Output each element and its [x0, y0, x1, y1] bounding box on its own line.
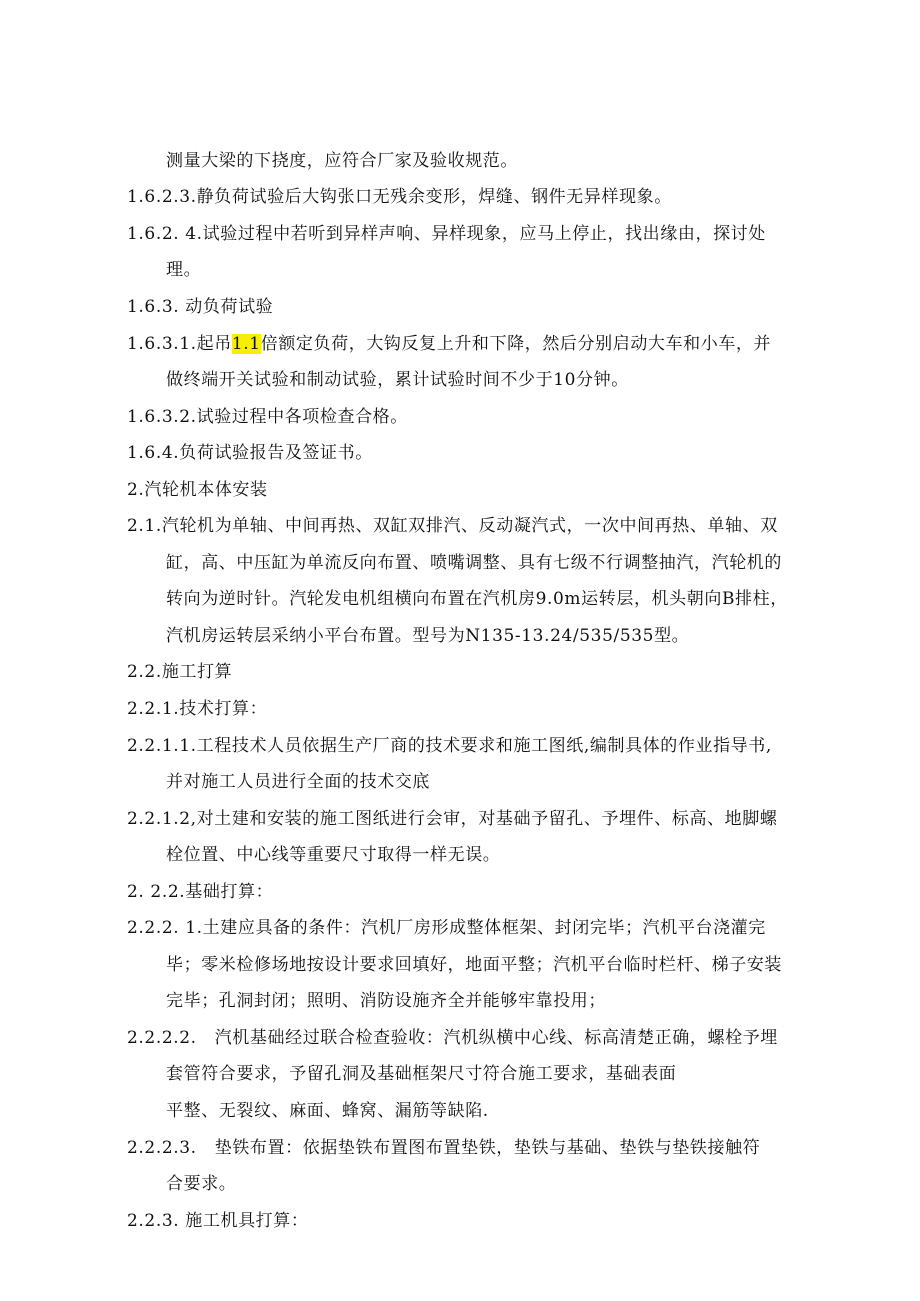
- text-line: 毕；零米检修场地按设计要求回填好，地面平整；汽机平台临时栏杆、梯子安装: [166, 955, 782, 975]
- section-heading: 2.2.施工打算: [127, 662, 233, 682]
- text-line: 2.2.1.2,对土建和安装的施工图纸进行会审，对基础予留孔、予埋件、标高、地脚螺: [127, 809, 778, 829]
- text-line: 1.6.2. 4.试验过程中若听到异样声响、异样现象，应马上停止，找出缘由，探讨处: [127, 224, 766, 244]
- text-line: 1.6.4.负荷试验报告及签证书。: [127, 443, 373, 463]
- section-heading: 2. 2.2.基础打算：: [127, 882, 274, 902]
- text-prefix: 1.6.3.1.起吊: [127, 334, 232, 354]
- text-line: 平整、无裂纹、麻面、蜂窝、漏筋等缺陷.: [166, 1101, 489, 1121]
- text-line: 2.2.2. 1.土建应具备的条件：汽机厂房形成整体框架、封闭完毕；汽机平台浇灌完: [127, 918, 766, 938]
- section-heading: 2.2.3. 施工机具打算：: [127, 1211, 309, 1231]
- text-suffix: 倍额定负荷，大钩反复上升和下降，然后分别启动大车和小车，并: [260, 334, 772, 354]
- text-line: 套管符合要求，予留孔洞及基础框架尺寸符合施工要求，基础表面: [166, 1064, 677, 1084]
- text-line: 测量大梁的下挠度，应符合厂家及验收规范。: [166, 151, 518, 171]
- highlighted-value: 1.1: [231, 334, 261, 354]
- section-heading: 2.汽轮机本体安装: [127, 480, 268, 500]
- text-line: 缸，高、中压缸为单流反向布置、喷嘴调整、具有七级不行调整抽汽，汽轮机的: [166, 553, 782, 573]
- text-line: 汽机房运转层采纳小平台布置。型号为N135-13.24/535/535型。: [166, 626, 690, 646]
- text-line: 2.2.2.2. 汽机基础经过联合检查验收：汽机纵横中心线、标高清楚正确，螺栓予埋: [127, 1028, 778, 1048]
- text-line: 1.6.3.2.试验过程中各项检查合格。: [127, 407, 408, 427]
- text-line: 做终端开关试验和制动试验，累计试验时间不少于10分钟。: [166, 370, 629, 390]
- text-line: 转向为逆时针。汽轮发电机组横向布置在汽机房9.0m运转层，机头朝向B排柱，: [166, 589, 788, 609]
- text-line: 合要求。: [166, 1174, 237, 1194]
- text-line: 完毕；孔洞封闭；照明、消防设施齐全并能够牢靠投用；: [166, 991, 606, 1011]
- text-line: 栓位置、中心线等重要尺寸取得一样无误。: [166, 845, 501, 865]
- text-line: 2.1.汽轮机为单轴、中间再热、双缸双排汽、反动凝汽式，一次中间再热、单轴、双: [127, 516, 778, 536]
- text-line: 2.2.1.1.工程技术人员依据生产厂商的技术要求和施工图纸,编制具体的作业指导书,: [127, 736, 772, 756]
- text-line: 理。: [166, 260, 202, 280]
- text-line: 2.2.2.3. 垫铁布置：依据垫铁布置图布置垫铁，垫铁与基础、垫铁与垫铁接触符: [127, 1138, 761, 1158]
- text-line: 并对施工人员进行全面的技术交底: [166, 772, 430, 792]
- section-heading: 1.6.3. 动负荷试验: [127, 297, 274, 317]
- text-line: 1.6.2.3.静负荷试验后大钩张口无残余变形，焊缝、钢件无异样现象。: [127, 187, 672, 207]
- text-line-highlighted: [127, 332, 771, 356]
- section-heading: 2.2.1.技术打算：: [127, 699, 268, 719]
